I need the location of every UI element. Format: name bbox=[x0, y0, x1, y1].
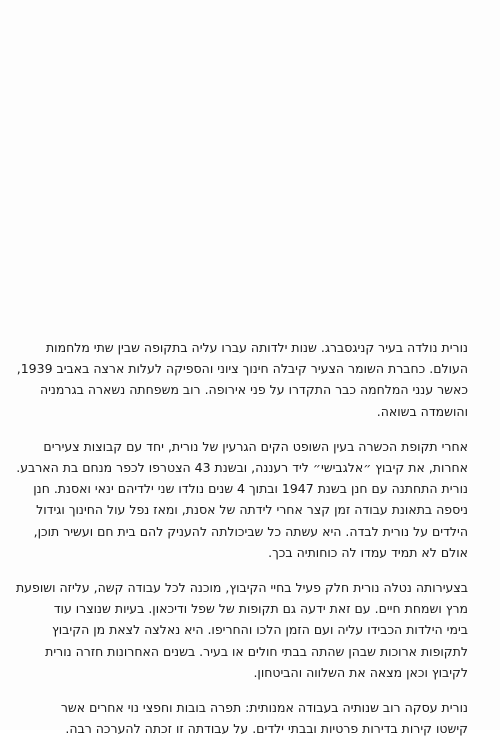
text-line: נורית עסקה רוב שנותיה בעבודה אמנותית: תפרה בובות וחפצי נוי אחרים אשר bbox=[60, 700, 468, 716]
text-line: אחרי תקופת הכשרה בעין השופט הקים הגרעין של נורית, יחד עם קבוצות צעירים bbox=[43, 438, 468, 454]
text-line: בצעירותה נטלה נורית חלק פעיל בחיי הקיבוץ, מוכנה לכל עבודה קשה, עליזה ושופעת bbox=[15, 580, 468, 596]
text-line: ניספה בתאונת עבודה זמן קצר אחרי לידתה של אסנת, ומאז נפל עול החינוך וגידול bbox=[36, 502, 468, 518]
text-line: הילדים על נורית לבדה. היא עשתה כל שביכולתה להעניק להם בית חם ועשיר תוכן, bbox=[33, 523, 468, 539]
text-line: אחרות, את קיבוץ ״אלגבישי״ ליד רעננה, ובשנת 43 הצטרפו לכפר מנחם בת הארבע. bbox=[16, 460, 468, 476]
text-line: בימי הילדות הכבידו עליה ועם הזמן הלכו והחריפו. היא נאלצה לצאת מן הקיבוץ bbox=[52, 622, 468, 638]
biography-text bbox=[15, 337, 468, 753]
text-line: העולם. כחברת השומר הצעיר קיבלה חינוך ציוני והספיקה לעלות ארצה באביב 1939, bbox=[16, 361, 468, 377]
paragraph-art-work bbox=[40, 697, 468, 739]
text-line: נורית התחתנה עם חנן בשנת 1947 ובתוך 4 שנים נולדו שני ילדיהם ינאי ואסנת. חנן bbox=[33, 481, 468, 497]
paragraph-kibbutz-life bbox=[15, 577, 468, 683]
text-line: אולם לא תמיד עמדו לה כוחותיה בכך. bbox=[268, 544, 468, 560]
text-line: לתקופות ארוכות שבהן שהתה בבתי חולים או בעיר. בשנים האחרונות חזרה נורית bbox=[45, 643, 468, 659]
text-line: מרץ ושמחת חיים. עם זאת ידעה גם תקופות של שפל ודיכאון. בעיות שנוצרו עוד bbox=[53, 601, 468, 617]
paragraph-childhood bbox=[16, 337, 468, 422]
paragraph-kibbutz-founding bbox=[16, 436, 468, 563]
text-line: קישטו קירות בדירות פרטיות ובבתי ילדים. על עבודתה זו זכתה להערכה רבה. bbox=[65, 721, 468, 737]
text-line: והושמדה בשואה. bbox=[376, 403, 468, 419]
text-line: כאשר ענני המלחמה כבר התקדרו על פני אירופה. רוב משפחתה נשארה בגרמניה bbox=[39, 382, 468, 398]
text-line: לקיבוץ וכאן מצאה את השלווה והביטחון. bbox=[253, 664, 468, 680]
text-line: נורית נולדה בעיר קניגסברג. שנות ילדותה עברו עליה בתקופה שבין שתי מלחמות bbox=[45, 340, 468, 355]
